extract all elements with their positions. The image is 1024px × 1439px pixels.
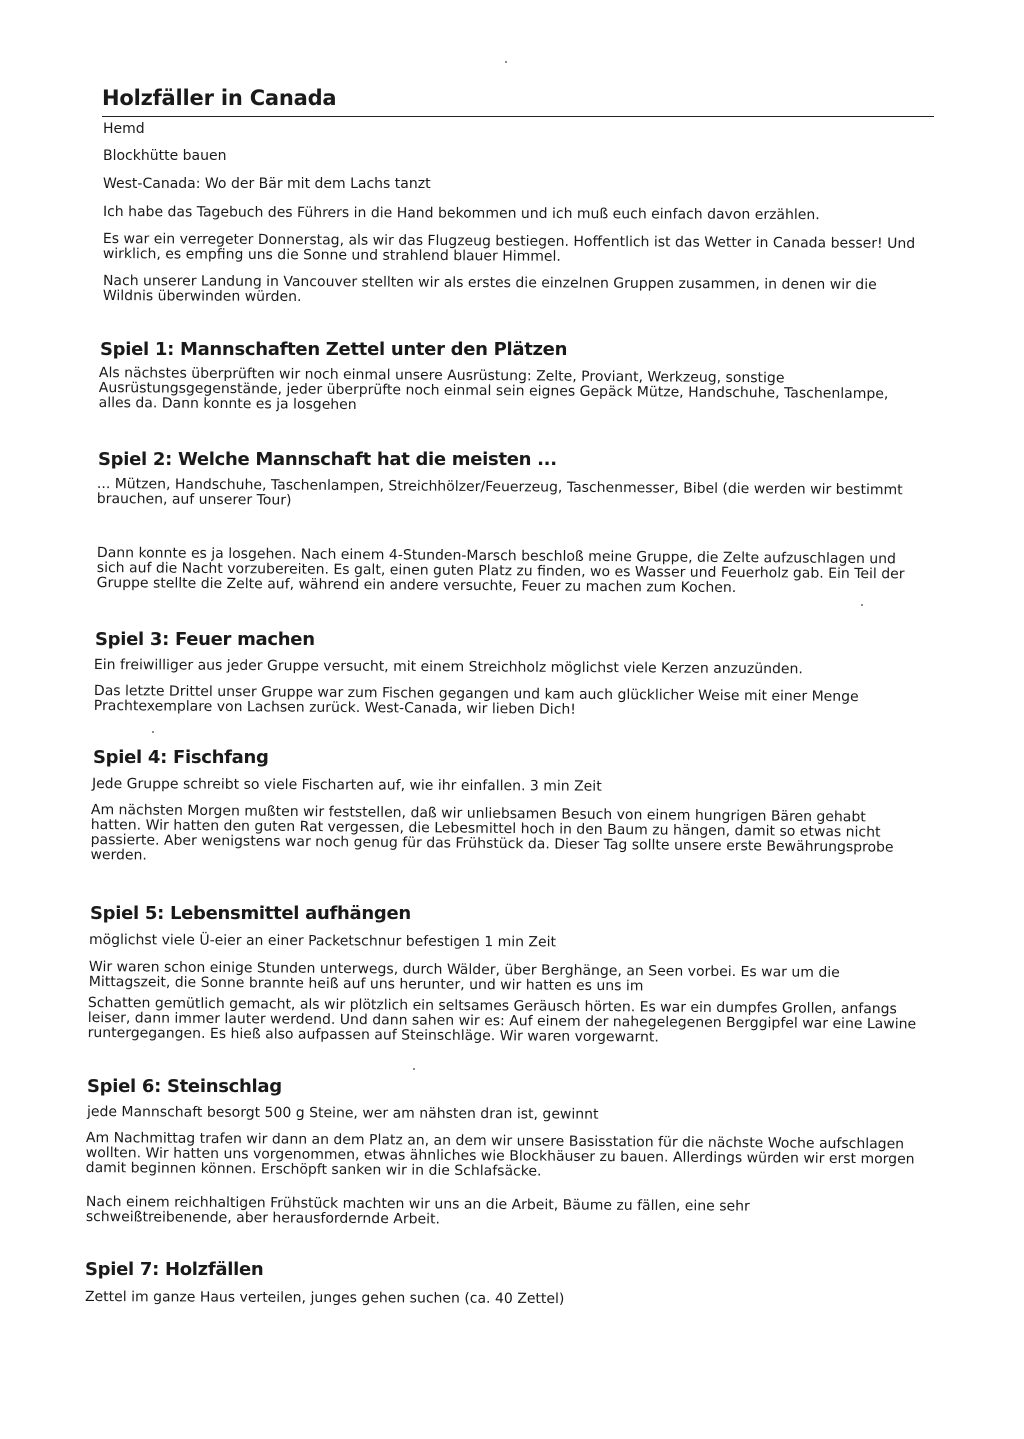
section-6-paragraph-3: Nach einem reichhaltigen Frühstück machten wir uns an die Arbeit, Bäume zu fällen, eine sehr schweißtreibenende, aber herausfordernde Arbeit.	[85, 1194, 750, 1228]
section-heading-spiel-3: Spiel 3: Feuer machen	[95, 629, 315, 650]
section-6-paragraph-2: Am Nachmittag trafen wir dann an dem Platz an, an dem wir unsere Basisstation für die nächste Woche aufschlagen wollten. Wir hatten uns vorgenommen, etwas ähnliches wie Blockhäuser zu bauen. Allerdings würden wir erst morgen damit beginnen können. Erschöpft sanken wir in die Schlafsäcke.	[85, 1130, 915, 1180]
section-1-paragraph-1: Als nächstes überprüften wir noch einmal unsere Ausrüstung: Zelte, Proviant, Werkzeug, sonstige Ausrüstungsgegenstände, jeder überprüfte noch einmal sein eignes Gepäck Mütze, Handschuhe, Taschenlampe, alles da. Dann konnte es ja losgehen	[98, 365, 889, 414]
section-5-paragraph-1: möglichst viele Ü-eier an einer Packetschnur befestigen 1 min Zeit	[88, 932, 557, 951]
intro-paragraph-3: Nach unserer Landung in Vancouver stellten wir als erstes die einzelnen Gruppen zusammen, in denen wir die Wildnis überwinden würden.	[102, 273, 877, 306]
section-heading-spiel-6: Spiel 6: Steinschlag	[87, 1076, 282, 1097]
intro-paragraph-1: Ich habe das Tagebuch des Führers in die Hand bekommen und ich muß euch einfach davon erzählen.	[102, 204, 820, 224]
section-4-paragraph-2: Am nächsten Morgen mußten wir feststellen, daß wir unliebsamen Besuch von einem hungrigen Bären gehabt hatten. Wir hatten den guten Rat vergessen, die Lebesmittel hoch in den Baum zu hängen, damit so etwas nicht passierte. Aber wenigstens war noch genug für das Frühstück da. Dieser Tag sollte unsere erste Bewährungsprobe werden.	[90, 802, 894, 864]
intro-line-subtitle: West-Canada: Wo der Bär mit dem Lachs tanzt	[103, 176, 431, 192]
section-heading-spiel-1: Spiel 1: Mannschaften Zettel unter den Plätzen	[100, 339, 568, 360]
section-7-paragraph-1: Zettel im ganze Haus verteilen, junges gehen suchen (ca. 40 Zettel)	[84, 1289, 565, 1308]
scan-speck	[152, 731, 154, 733]
section-heading-spiel-2: Spiel 2: Welche Mannschaft hat die meisten ...	[98, 449, 557, 470]
section-2-paragraph-2: Dann konnte es ja losgehen. Nach einem 4-Stunden-Marsch beschloß meine Gruppe, die Zelte aufzuschlagen und sich auf die Nacht vorzubereiten. Es galt, einen guten Platz zu finden, wo es Wasser und Feuerholz gab. Ein Teil der Gruppe stellte die Zelte auf, während ein andere versuchte, Feuer zu machen zum Kochen.	[96, 545, 905, 597]
scan-speck	[861, 604, 863, 606]
section-4-paragraph-1: Jede Gruppe schreibt so viele Fischarten auf, wie ihr einfallen. 3 min Zeit	[91, 776, 602, 795]
section-heading-spiel-5: Spiel 5: Lebensmittel aufhängen	[90, 903, 411, 924]
section-5-paragraph-3: Schatten gemütlich gemacht, als wir plötzlich ein seltsames Geräusch hörten. Es war ein dumpfes Grollen, anfangs leiser, dann immer lauter werdend. Und dann sahen wir es: Auf einem der nahegelegenen Berggipfel war eine Lawine runtergegangen. Es hieß also aufpassen auf Steinschläge. Wir waren vorgewarnt.	[87, 995, 917, 1046]
intro-paragraph-2: Es war ein verregeter Donnerstag, als wir das Flugzeug bestiegen. Hoffentlich ist das Wetter in Canada besser! Und wirklich, es empfing uns die Sonne und strahlend blauer Himmel.	[102, 231, 916, 265]
section-5-paragraph-2: Wir waren schon einige Stunden unterwegs, durch Wälder, über Berghänge, an Seen vorbei. Es war um die Mittagszeit, die Sonne brannte heiß auf uns herunter, und wir hatten es uns im	[88, 959, 840, 995]
section-6-paragraph-1: jede Mannschaft besorgt 500 g Steine, wer am nähsten dran ist, gewinnt	[86, 1104, 599, 1123]
intro-line-hemd: Hemd	[103, 121, 145, 137]
section-2-paragraph-1: ... Mützen, Handschuhe, Taschenlampen, Streichhölzer/Feuerzeug, Taschenmesser, Bibel (die werden wir bestimmt brauchen, auf unserer Tour)	[96, 476, 903, 509]
section-heading-spiel-4: Spiel 4: Fischfang	[93, 747, 269, 768]
section-3-paragraph-2: Das letzte Drittel unser Gruppe war zum Fischen gegangen und kam auch glücklicher Weise mit einer Menge Prachtexemplare von Lachsen zurück. West-Canada, wir lieben Dich!	[93, 683, 859, 718]
section-3-paragraph-1: Ein freiwilliger aus jeder Gruppe versucht, mit einem Streichholz möglichst viele Kerzen anzuzünden.	[93, 657, 803, 678]
section-heading-spiel-7: Spiel 7: Holzfällen	[85, 1259, 264, 1280]
intro-line-blockhuette: Blockhütte bauen	[103, 148, 227, 164]
page-title: Holzfäller in Canada	[102, 86, 337, 110]
title-underline	[102, 116, 934, 117]
scan-speck	[413, 1068, 415, 1070]
scan-speck	[505, 61, 507, 63]
